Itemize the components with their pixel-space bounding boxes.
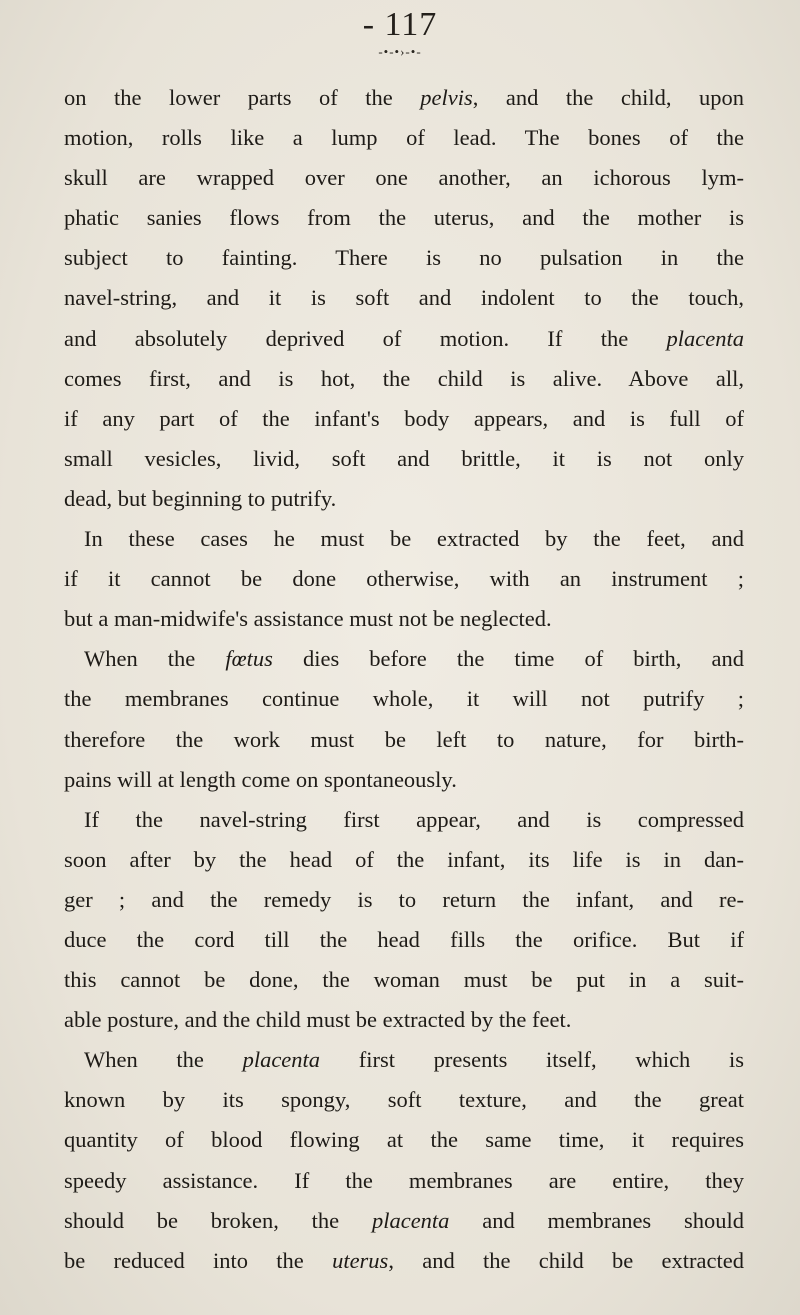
text-segment: motion, rolls like a lump of lead. The bones of the <box>64 125 744 151</box>
text-segment: able posture, and the child must be extracted by the feet. <box>64 1007 572 1033</box>
text-segment: phatic sanies flows from the uterus, and the mother is <box>64 205 744 231</box>
text-segment: be reduced into the <box>64 1247 333 1273</box>
italic-term: uterus <box>332 1247 389 1273</box>
text-line <box>64 800 744 840</box>
text-segment: if any part of the infant's body appears, and is full of <box>64 405 744 431</box>
text-line <box>64 399 744 439</box>
text-line <box>64 1201 744 1241</box>
text-segment: ger ; and the remedy is to return the infant, and re- <box>64 886 744 912</box>
text-line <box>64 118 744 158</box>
page-number: - 117 <box>362 6 438 43</box>
text-line <box>64 158 744 198</box>
text-segment: small vesicles, livid, soft and brittle, it is not only <box>64 445 744 471</box>
text-line <box>64 198 744 238</box>
text-line <box>64 439 744 479</box>
text-line <box>64 1080 744 1120</box>
text-line <box>64 359 744 399</box>
text-segment: pains will at length come on spontaneously. <box>64 766 457 792</box>
text-line <box>64 319 744 359</box>
text-segment: known by its spongy, soft texture, and the great <box>64 1087 744 1113</box>
text-line <box>64 599 744 639</box>
text-line <box>64 840 744 880</box>
text-segment: should be broken, the <box>64 1207 372 1233</box>
text-segment: skull are wrapped over one another, an ichorous lym- <box>64 165 744 191</box>
text-segment: When the <box>84 646 226 672</box>
text-segment: dies before the time of birth, and <box>272 646 744 672</box>
text-segment: dead, but beginning to putrify. <box>64 485 337 511</box>
text-line <box>64 78 744 118</box>
text-segment: comes first, and is hot, the child is alive. Above all, <box>64 365 744 391</box>
text-line <box>64 519 744 559</box>
italic-term: placenta <box>666 325 744 351</box>
italic-term: fœtus <box>225 646 273 672</box>
text-line <box>64 679 744 719</box>
text-line <box>64 1000 744 1040</box>
text-segment: navel-string, and it is soft and indolent to the touch, <box>64 285 744 311</box>
text-segment: on the lower parts of the <box>64 85 421 110</box>
text-segment: duce the cord till the head fills the orifice. But if <box>64 926 744 952</box>
text-segment: When the <box>84 1047 243 1073</box>
italic-term: pelvis <box>420 85 473 110</box>
text-line <box>64 1120 744 1160</box>
text-segment: this cannot be done, the woman must be put in a suit- <box>64 967 744 993</box>
text-line <box>64 559 744 599</box>
text-segment: soon after by the head of the infant, its life is in dan- <box>64 846 744 872</box>
text-line <box>64 880 744 920</box>
text-segment: if it cannot be done otherwise, with an instrument ; <box>64 566 744 592</box>
text-segment: , and the child, upon <box>472 85 744 110</box>
text-line <box>64 720 744 760</box>
italic-term: placenta <box>242 1047 321 1073</box>
body-text <box>64 78 744 1281</box>
text-line <box>64 1040 744 1080</box>
text-line <box>64 639 744 679</box>
text-line <box>64 1161 744 1201</box>
text-segment: , and the child be extracted <box>388 1247 744 1273</box>
text-segment: but a man-midwife's assistance must not be neglected. <box>64 606 552 632</box>
text-line <box>64 479 744 519</box>
italic-term: placenta <box>371 1207 450 1233</box>
text-line <box>64 278 744 318</box>
text-segment: the membranes continue whole, it will not putrify ; <box>64 686 744 712</box>
text-segment: In these cases he must be extracted by the feet, and <box>84 526 744 552</box>
text-segment: subject to fainting. There is no pulsation in the <box>64 245 744 271</box>
text-line <box>64 238 744 278</box>
text-line <box>64 760 744 800</box>
text-segment: and absolutely deprived of motion. If the <box>64 325 667 351</box>
text-segment: If the navel-string first appear, and is compressed <box>84 806 744 832</box>
text-line <box>64 920 744 960</box>
ornament-rule: -•-•›-•- <box>378 44 422 59</box>
text-segment: and membranes should <box>449 1207 744 1233</box>
text-segment: first presents itself, which is <box>320 1047 744 1073</box>
text-segment: therefore the work must be left to nature, for birth- <box>64 726 744 752</box>
text-line <box>64 1241 744 1281</box>
text-segment: speedy assistance. If the membranes are entire, they <box>64 1167 744 1193</box>
text-segment: quantity of blood flowing at the same time, it requires <box>64 1127 744 1153</box>
text-line <box>64 960 744 1000</box>
